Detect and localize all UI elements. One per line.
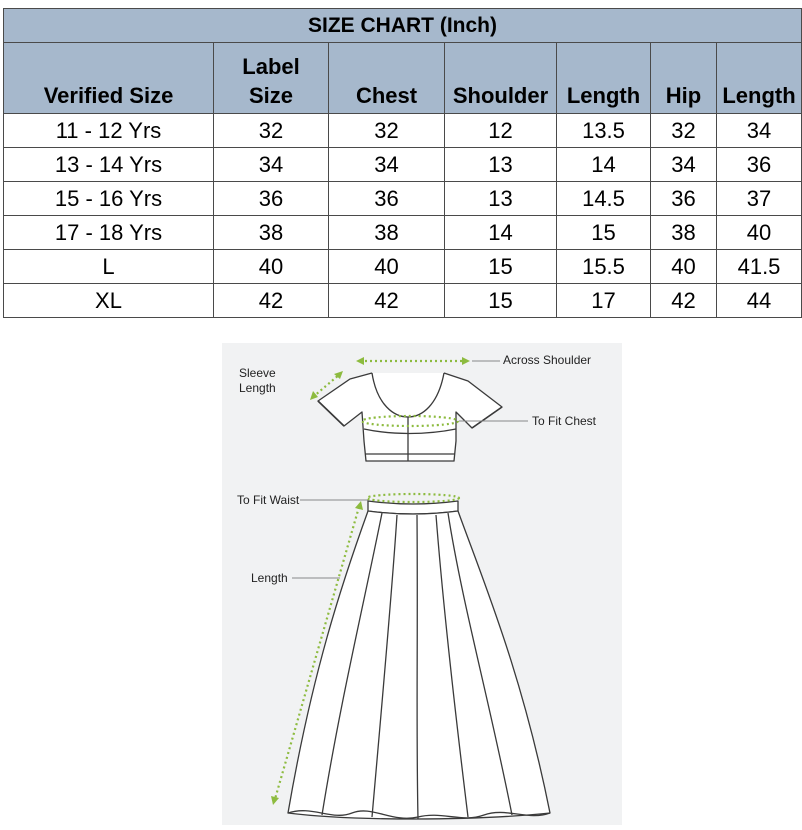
waist-ellipse [367,494,459,502]
table-row [4,216,802,250]
cell-verified-size: 11 - 12 Yrs [4,114,214,148]
cell-hip: 38 [651,216,717,250]
cell-skirt-length: 37 [717,182,802,216]
cell-shoulder: 13 [445,182,557,216]
header-label-size: Label Size [214,43,329,114]
cell-chest: 40 [329,250,445,284]
cell-skirt-length: 34 [717,114,802,148]
table-row [4,284,802,318]
cell-label-size: 42 [214,284,329,318]
size-chart-table [3,8,802,318]
to-fit-chest-label: To Fit Chest [532,414,597,428]
to-fit-waist-label: To Fit Waist [237,493,300,507]
header-verified-size: Verified Size [4,43,214,114]
cell-skirt-length: 40 [717,216,802,250]
cell-skirt-length: 36 [717,148,802,182]
length-label: Length [251,571,288,585]
cell-shoulder: 15 [445,284,557,318]
cell-chest: 42 [329,284,445,318]
table-row [4,250,802,284]
cell-shoulder: 13 [445,148,557,182]
header-skirt-length: Length [717,43,802,114]
header-chest: Chest [329,43,445,114]
cell-top-length: 15 [557,216,651,250]
cell-skirt-length: 41.5 [717,250,802,284]
cell-top-length: 13.5 [557,114,651,148]
cell-hip: 36 [651,182,717,216]
table-row [4,148,802,182]
cell-label-size: 32 [214,114,329,148]
cell-top-length: 15.5 [557,250,651,284]
header-shoulder: Shoulder [445,43,557,114]
measurement-illustration [222,343,622,825]
header-top-length: Length [557,43,651,114]
cell-chest: 38 [329,216,445,250]
cell-chest: 34 [329,148,445,182]
cell-label-size: 38 [214,216,329,250]
cell-top-length: 14 [557,148,651,182]
cell-hip: 42 [651,284,717,318]
table-row [4,182,802,216]
across-shoulder-label: Across Shoulder [503,353,592,367]
cell-verified-size: XL [4,284,214,318]
cell-label-size: 36 [214,182,329,216]
cell-shoulder: 14 [445,216,557,250]
table-row [4,114,802,148]
cell-label-size: 34 [214,148,329,182]
cell-shoulder: 12 [445,114,557,148]
table-title: SIZE CHART (Inch) [4,9,802,43]
cell-shoulder: 15 [445,250,557,284]
cell-verified-size: 15 - 16 Yrs [4,182,214,216]
cell-label-size: 40 [214,250,329,284]
cell-top-length: 17 [557,284,651,318]
cell-verified-size: 17 - 18 Yrs [4,216,214,250]
cell-chest: 36 [329,182,445,216]
cell-skirt-length: 44 [717,284,802,318]
skirt-drawing [288,501,550,819]
cell-top-length: 14.5 [557,182,651,216]
cell-verified-size: 13 - 14 Yrs [4,148,214,182]
cell-verified-size: L [4,250,214,284]
sleeve-length-label: Sleeve Length [239,366,276,395]
header-hip: Hip [651,43,717,114]
cell-hip: 32 [651,114,717,148]
cell-hip: 40 [651,250,717,284]
cell-hip: 34 [651,148,717,182]
cell-chest: 32 [329,114,445,148]
